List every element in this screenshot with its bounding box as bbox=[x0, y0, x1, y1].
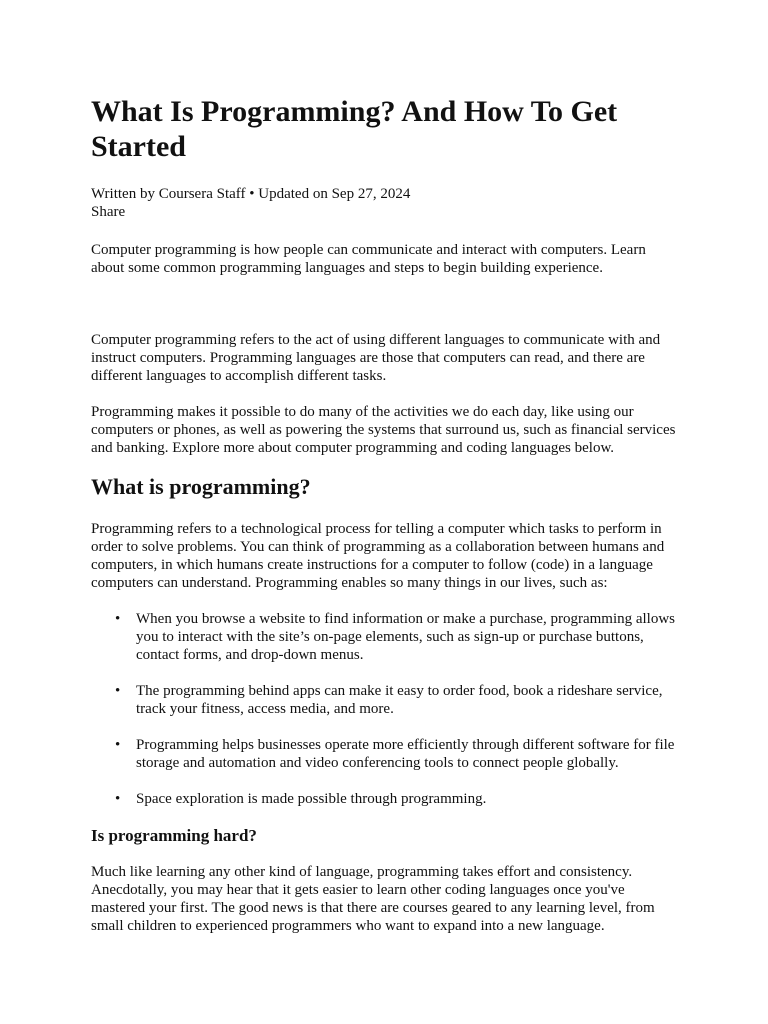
page-title: What Is Programming? And How To Get Started bbox=[91, 95, 618, 163]
byline: Written by Coursera Staff • Updated on Sep 27, 2024 bbox=[91, 186, 411, 202]
list-item bbox=[115, 790, 681, 808]
intro-paragraph: Computer programming is how people can communicate and interact with computers. Learn about some common programming languages and steps to begin building experience. bbox=[91, 242, 646, 276]
list-item-text: Programming helps businesses operate more efficiently through different software for file storage and automation and video conferencing tools to connect people globally. bbox=[136, 737, 675, 771]
list-item-text: When you browse a website to find information or make a purchase, programming allows you to interact with the site’s on-page elements, such as sign-up or purchase buttons, contact forms, and drop-down menus. bbox=[136, 611, 676, 663]
bullet-icon: • bbox=[115, 683, 121, 699]
list-item bbox=[115, 610, 681, 664]
bullet-list bbox=[91, 610, 681, 808]
article bbox=[91, 94, 681, 935]
subsection-heading: Is programming hard? bbox=[91, 826, 257, 845]
bullet-icon: • bbox=[115, 791, 121, 807]
list-item-text: The programming behind apps can make it easy to order food, book a rideshare service, track your fitness, access media, and more. bbox=[136, 683, 663, 717]
list-item-text: Space exploration is made possible through programming. bbox=[136, 791, 487, 807]
share-link[interactable]: Share bbox=[91, 204, 126, 220]
body-paragraph: Computer programming refers to the act of using different languages to communicate with and instruct computers. Programming languages are those that computers can read, and there are different languages to accomplish different tasks. bbox=[91, 332, 661, 384]
list-item bbox=[115, 682, 681, 718]
bullet-icon: • bbox=[115, 611, 121, 627]
section-heading: What is programming? bbox=[91, 474, 311, 499]
body-paragraph: Programming makes it possible to do many of the activities we do each day, like using our computers or phones, as well as powering the systems that surround us, such as financial services and banking. Explore more about computer programming and coding languages below. bbox=[91, 404, 676, 456]
body-paragraph: Programming refers to a technological process for telling a computer which tasks to perform in order to solve problems. You can think of programming as a collaboration between humans and computers, in which humans create instructions for a computer to follow (code) in a language computers can understand. Programming enables so many things in our lives, such as: bbox=[91, 521, 665, 591]
article-meta bbox=[91, 185, 681, 221]
list-item bbox=[115, 736, 681, 772]
bullet-icon: • bbox=[115, 737, 121, 753]
body-paragraph: Much like learning any other kind of language, programming takes effort and consistency. Anecdotally, you may hear that it gets easier to learn other coding languages once you've mastered your first. The good news is that there are courses geared to any learning level, from small children to experienced programmers who want to expand into a new language. bbox=[91, 864, 655, 934]
